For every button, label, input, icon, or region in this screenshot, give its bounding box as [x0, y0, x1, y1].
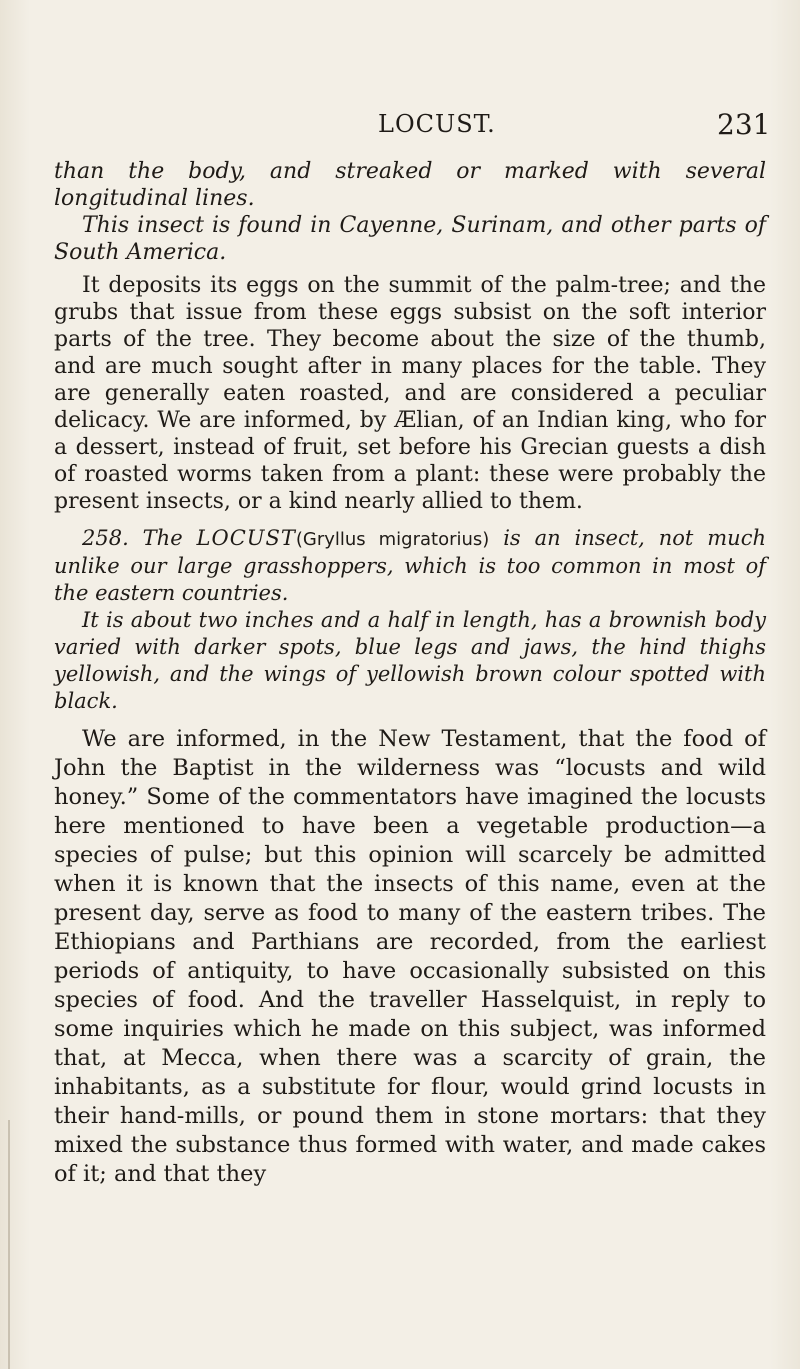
entry-rest: is an insect, not much unlike our large grasshoppers, which is too common in most of the eastern countries. — [54, 526, 766, 605]
paragraph-habitat: This insect is found in Cayenne, Surinam, and other parts of South America. — [54, 213, 766, 265]
paragraph-continuation: than the body, and streaked or marked with several longitudinal lines. — [54, 159, 766, 211]
entry-species: (Gryllus migratorius) — [295, 529, 490, 550]
entry-number: 258. The — [82, 526, 183, 550]
paragraph-testament: We are informed, in the New Testament, that the food of John the Baptist in the wilderness was “locusts and wild honey.” Some of the commentators have imagined the locusts here mentioned to have been a vegetable production—a species of pulse; but this opinion will scarcely be admitted when it is known that the insects of this name, even at the present day, serve as food to many of the eastern tribes. The Ethiopians and Parthians are recorded, from the earliest periods of antiquity, to have occasionally subsisted on this species of food. And the traveller Hasselquist, in reply to some inquiries which he made on this subject, was informed that, at Mecca, when there was a scarcity of grain, the inhabitants, as a substitute for flour, would grind locusts in their hand-mills, or pound them in stone mortars: that they mixed the substance thus formed with water, and made cakes of it; and that they — [54, 726, 766, 1187]
entry-name: LOCUST — [196, 526, 296, 550]
body-text — [54, 158, 766, 1189]
entry-description: It is about two inches and a half in length, has a brownish body varied with darker spots, blue legs and jaws, the hind thighs yellowish, and the wings of yellowish brown colour spotted with black. — [54, 608, 766, 713]
page-header — [0, 108, 800, 148]
page-number: 231 — [717, 108, 771, 141]
entry-258 — [54, 525, 766, 607]
paragraph-eggs: It deposits its eggs on the summit of the palm-tree; and the grubs that issue from these eggs subsist on the soft interior parts of the tree. They become about the size of the thumb, and are much sought after in many places for the table. They are generally eaten roasted, and are considered a peculiar delicacy. We are informed, by Ælian, of an Indian king, who for a dessert, instead of fruit, set before his Grecian guests a dish of roasted worms taken from a plant: these were probably the present insects, or a kind nearly allied to them. — [54, 273, 766, 514]
page-edge-shadow — [8, 1120, 10, 1369]
running-title: LOCUST. — [378, 110, 496, 138]
